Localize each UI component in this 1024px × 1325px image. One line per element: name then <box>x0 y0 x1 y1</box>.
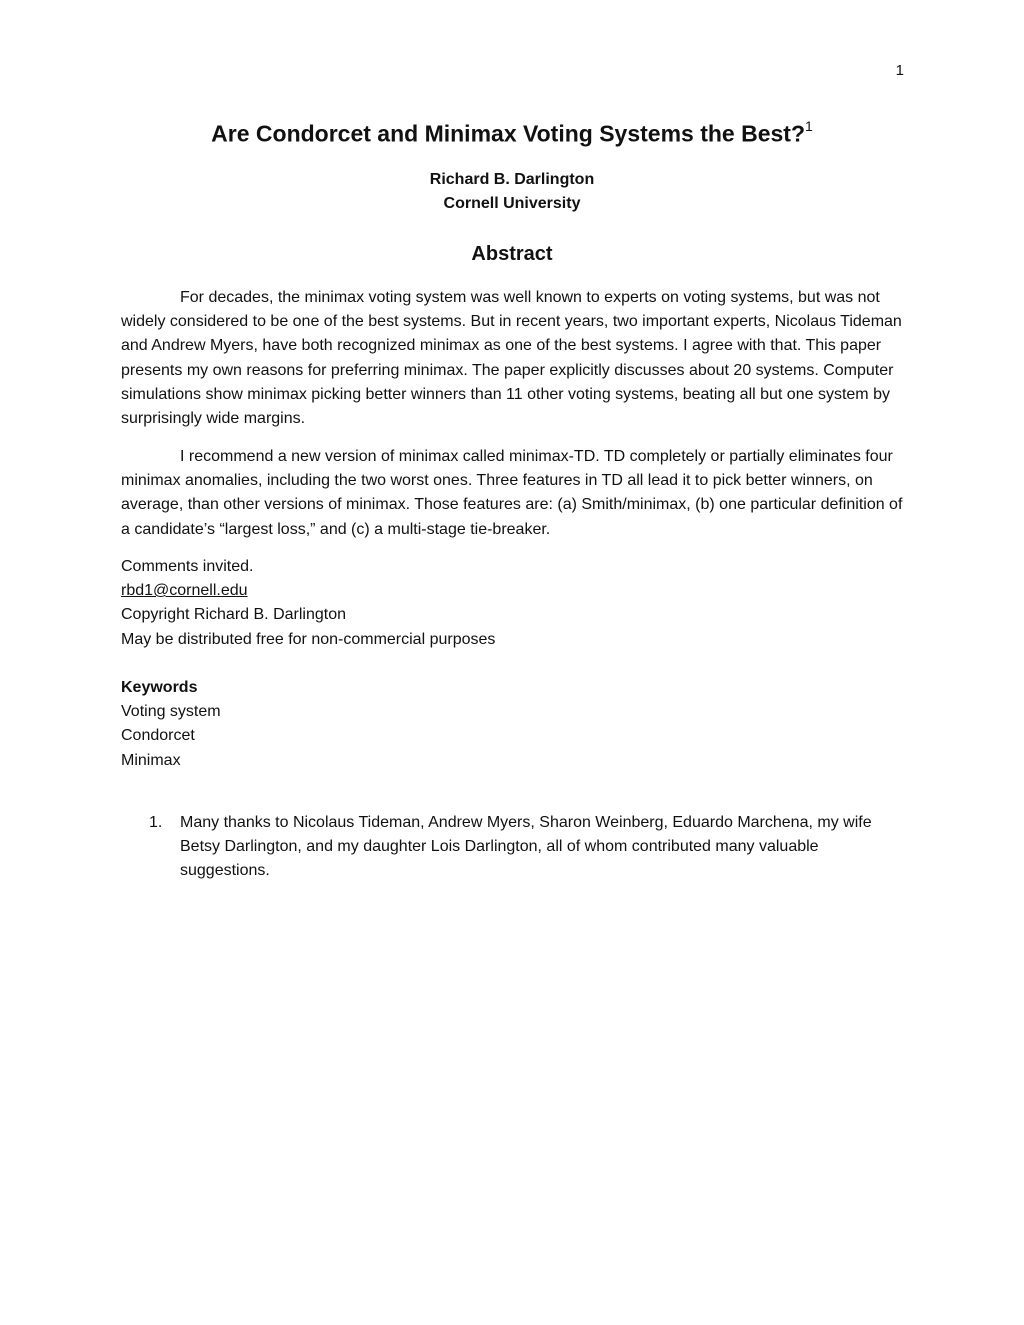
author-name: Richard B. Darlington <box>429 171 595 188</box>
abstract-paragraph-1: For decades, the minimax voting system was well known to experts on voting systems, but was not widely considered to be one of the best systems. But in recent years, two important experts, Nicolaus Tideman and Andrew Myers, have both recognized minimax as one of the best systems. I agree with that. This paper presents my own reasons for preferring minimax. The paper explicitly discusses about 20 systems. Computer simulations show minimax picking better winners than 11 other voting systems, beating all but one system by surprisingly wide margins. <box>121 289 902 428</box>
keyword-item: Voting system <box>121 703 221 721</box>
comments-invited: Comments invited. <box>121 558 254 575</box>
paper-title-text: Are Condorcet and Minimax Voting Systems the Best? <box>211 120 806 147</box>
footnote-number: 1. <box>149 814 163 831</box>
email-link[interactable]: rbd1@cornell.edu <box>121 582 248 600</box>
footnote <box>149 811 905 884</box>
footnote-text: Many thanks to Nicolaus Tideman, Andrew Myers, Sharon Weinberg, Eduardo Marchena, my wife Betsy Darlington, and my daughter Lois Darlington, all of whom contributed many valuable suggestions. <box>180 814 872 880</box>
author-notes <box>121 555 903 652</box>
paper-title <box>0 120 1024 148</box>
keywords-section <box>121 676 903 773</box>
keyword-item: Condorcet <box>121 727 195 745</box>
copyright-notice: Copyright Richard B. Darlington <box>121 606 346 624</box>
author-affiliation: Cornell University <box>443 195 581 212</box>
title-footnote-marker: 1 <box>805 118 813 134</box>
abstract-heading: Abstract <box>471 243 553 265</box>
keyword-item: Minimax <box>121 751 181 769</box>
abstract-paragraph-2: I recommend a new version of minimax called minimax-TD. TD completely or partially eliminates four minimax anomalies, including the two worst ones. Three features in TD all lead it to pick better winners, on average, than other versions of minimax. Those features are: (a) Smith/minimax, (b) one particular definition of a candidate’s “largest loss,” and (c) a multi-stage tie-breaker. <box>121 448 903 538</box>
page-number: 1 <box>895 62 904 79</box>
keywords-heading: Keywords <box>121 679 198 696</box>
distribution-notice: May be distributed free for non-commercial purposes <box>121 630 496 648</box>
